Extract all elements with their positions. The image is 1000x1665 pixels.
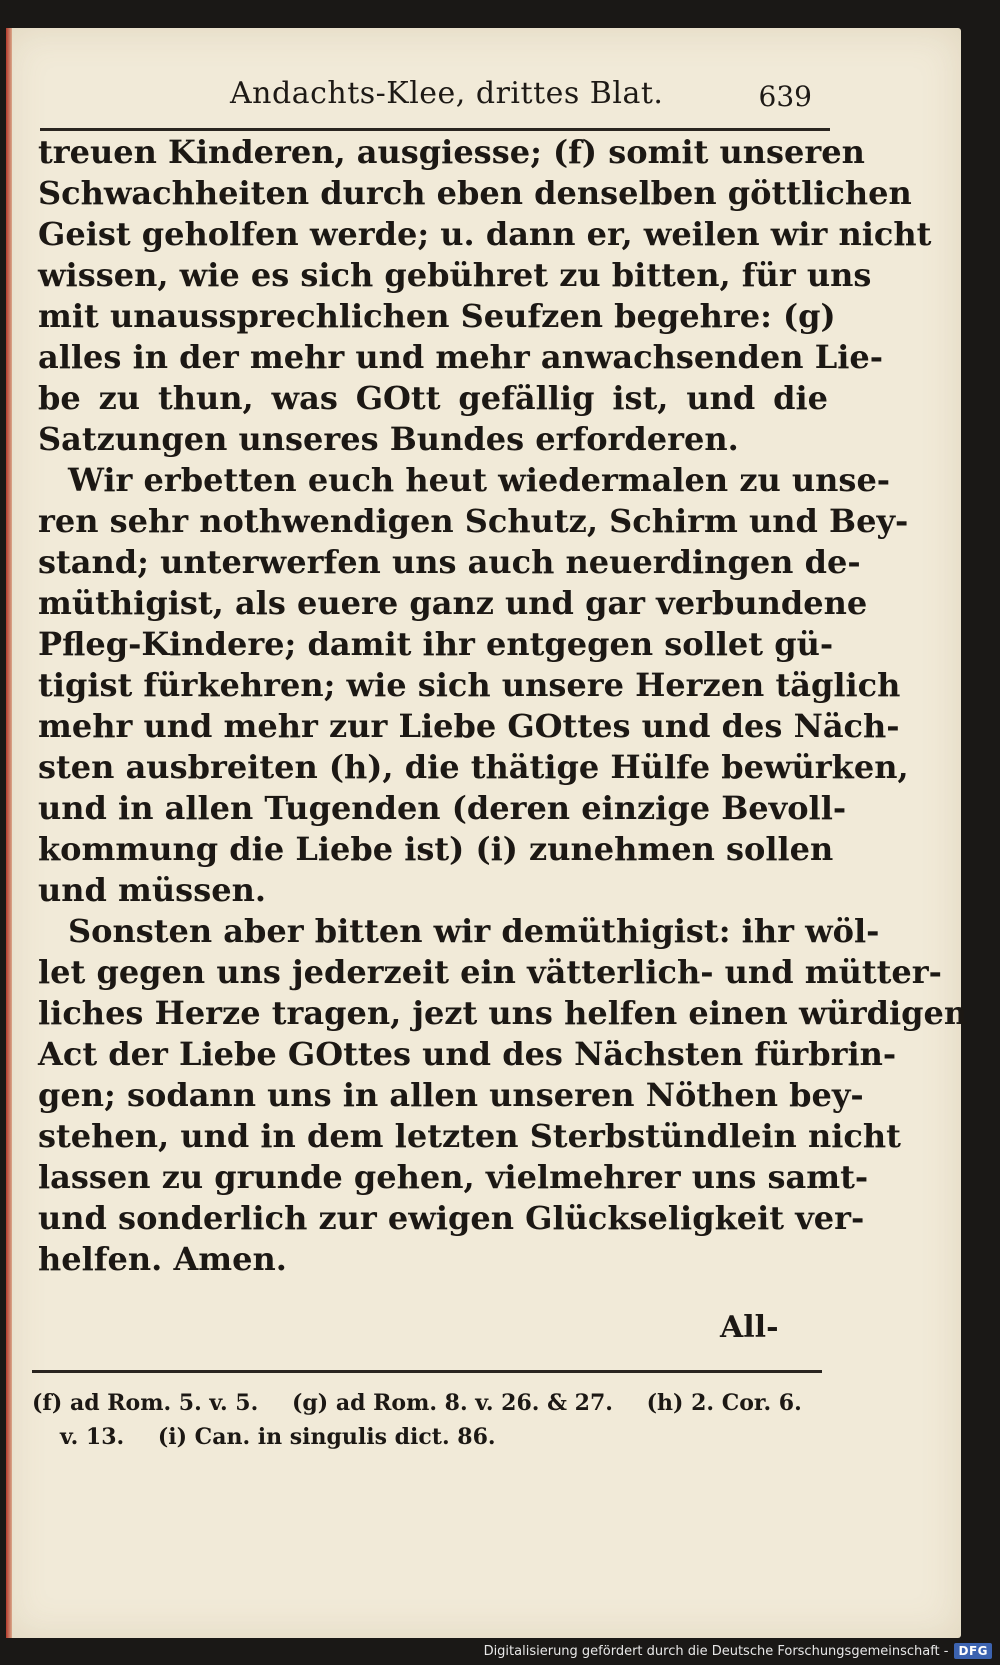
header-rule [40,128,830,131]
footnote-h-continued: v. 13. [60,1424,125,1450]
text-line: Pfleg-Kindere; damit ihr entgegen sollet gü- [38,625,834,663]
text-line: Act der Liebe GOttes und des Nächsten fürbrin- [38,1035,897,1073]
text-line: und in allen Tugenden (deren einzige Bevoll- [38,789,847,827]
dfg-logo: DFG [954,1643,992,1659]
page-edge [6,28,12,1638]
text-line: gen; sodann uns in allen unseren Nöthen bey- [38,1076,864,1114]
text-line: Wir erbetten euch heut wiedermalen zu unse- [68,461,891,499]
text-line: treuen Kinderen, ausgiesse; (f) somit unseren [38,133,865,171]
text-line: tigist fürkehren; wie sich unsere Herzen täglich [38,666,901,704]
text-line: mehr und mehr zur Liebe GOttes und des Näch- [38,707,900,745]
text-line: stehen, und in dem letzten Sterbstündlein nicht [38,1117,901,1155]
credit-text: Digitalisierung gefördert durch die Deutsche Forschungsgemeinschaft - [483,1643,949,1659]
footnote-f: (f) ad Rom. 5. v. 5. [32,1390,259,1416]
running-header [230,56,820,113]
text-line: let gegen uns jederzeit ein vätterlich- und mütter- [38,953,942,991]
footnote-line [32,1386,832,1420]
text-line: ren sehr nothwendigen Schutz, Schirm und Bey- [38,502,909,540]
text-line: stand; unterwerfen uns auch neuerdingen de- [38,543,861,581]
footnote-h: (h) 2. Cor. 6. [646,1390,802,1416]
text-line: und müssen. [38,871,266,909]
text-line: mit unaussprechlichen Seufzen begehre: (g) [38,297,836,335]
footnote-line [32,1420,832,1454]
text-line: helfen. Amen. [38,1240,287,1278]
footnotes [32,1386,832,1454]
catchword: All- [720,1310,779,1345]
text-line: sten ausbreiten (h), die thätige Hülfe bewürken, [38,748,909,786]
text-line: kommung die Liebe ist) (i) zunehmen sollen [38,830,834,868]
footnote-i: (i) Can. in singulis dict. 86. [157,1424,496,1450]
text-line: Sonsten aber bitten wir demüthigist: ihr wöl- [68,912,880,950]
text-line: Schwachheiten durch eben denselben göttlichen [38,174,912,212]
footnote-g: (g) ad Rom. 8. v. 26. & 27. [291,1390,613,1416]
text-line: wissen, wie es sich gebühret zu bitten, für uns [38,256,872,294]
text-line: alles in der mehr und mehr anwachsenden Lie- [38,338,883,376]
text-line: Geist geholfen werde; u. dann er, weilen wir nicht [38,215,932,253]
text-line: be zu thun, was GOtt gefällig ist, und die [38,379,828,417]
text-line: liches Herze tragen, jezt uns helfen einen würdigen [38,994,968,1032]
footnote-rule [32,1370,822,1373]
running-title: Andachts-Klee, drittes Blat. [230,76,664,111]
text-line: Satzungen unseres Bundes erforderen. [38,420,739,458]
text-line: und sonderlich zur ewigen Glückseligkeit ver- [38,1199,865,1237]
body-text [38,132,968,1280]
text-line: lassen zu grunde gehen, vielmehrer uns samt- [38,1158,869,1196]
digitization-credit [484,1640,992,1662]
page-number: 639 [758,80,812,113]
text-line: müthigist, als euere ganz und gar verbundene [38,584,868,622]
